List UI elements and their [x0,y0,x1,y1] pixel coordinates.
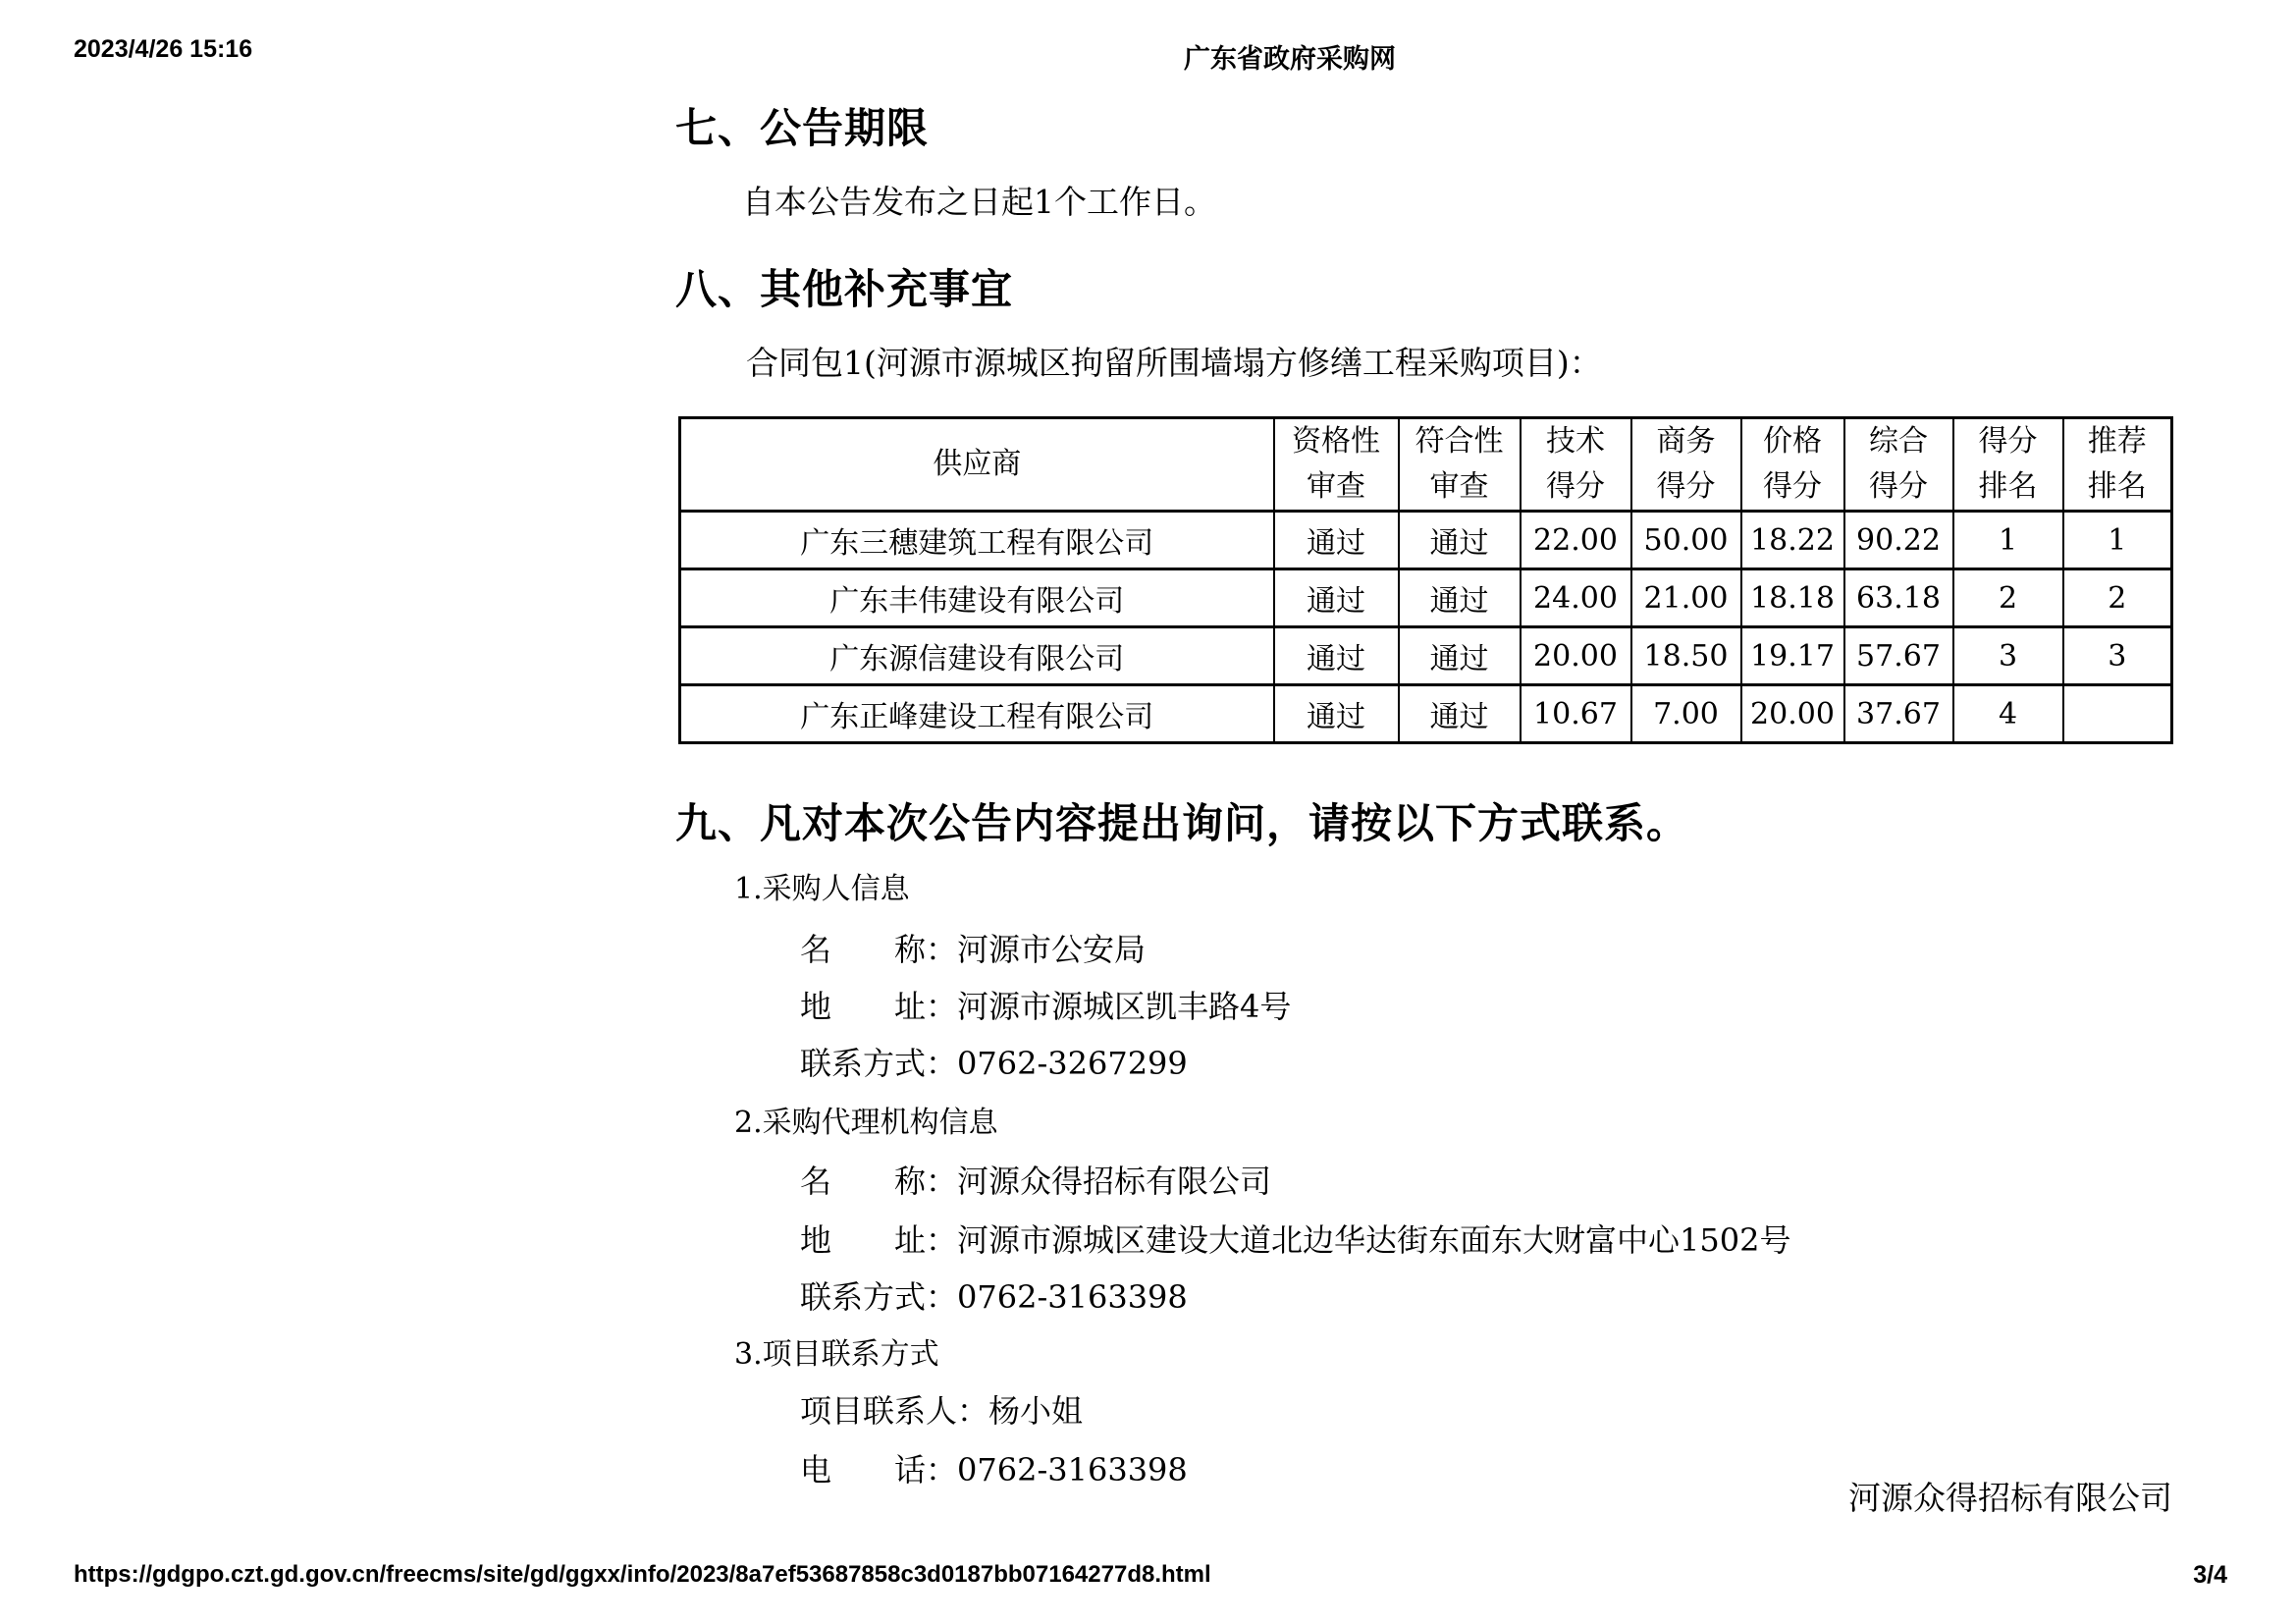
col-header-qualification-review: 资格性 审查 [1274,418,1399,512]
supplier-cell: 广东三穗建筑工程有限公司 [680,512,1274,569]
purchaser-phone-line: 联系方式：0762-3267299 [800,1045,1188,1082]
score-rank-cell: 4 [1953,685,2063,743]
project-contact-person-line: 项目联系人：杨小姐 [800,1392,1084,1430]
technical-score-cell: 22.00 [1521,512,1631,569]
print-footer-page-indicator: 3/4 [2193,1561,2227,1589]
technical-score-cell: 10.67 [1521,685,1631,743]
recommend-rank-cell: 1 [2063,512,2172,569]
price-score-cell: 18.22 [1741,512,1844,569]
conformity-cell: 通过 [1399,512,1521,569]
qualification-cell: 通过 [1274,685,1399,743]
composite-score-cell: 63.18 [1844,569,1953,627]
col-header-recommend-rank: 推荐 排名 [2063,418,2172,512]
qualification-cell: 通过 [1274,512,1399,569]
section-9-heading: 九、凡对本次公告内容提出询问，请按以下方式联系。 [675,799,1689,847]
business-score-cell: 7.00 [1631,685,1741,743]
supplier-cell: 广东正峰建设工程有限公司 [680,685,1274,743]
table-row [680,627,2172,685]
col-header-composite-score: 综合 得分 [1844,418,1953,512]
agency-signature: 河源众得招标有限公司 [1848,1479,2172,1517]
business-score-cell: 21.00 [1631,569,1741,627]
col-header-business-score: 商务 得分 [1631,418,1741,512]
col-header-supplier: 供应商 [680,418,1274,512]
print-footer-url: https://gdgpo.czt.gd.gov.cn/freecms/site/gd/ggxx/info/2023/8a7ef53687858c3d0187bb07164277d8.html [74,1561,1211,1588]
price-score-cell: 20.00 [1741,685,1844,743]
purchaser-name-line: 名 称：河源市公安局 [800,931,1147,968]
table-row [680,685,2172,743]
agency-name-line: 名 称：河源众得招标有限公司 [800,1163,1272,1200]
section-8-paragraph: 合同包1(河源市源城区拘留所围墙塌方修缮工程采购项目)： [746,344,1602,382]
table-row [680,512,2172,569]
print-header-timestamp: 2023/4/26 15:16 [74,35,253,63]
score-rank-cell: 3 [1953,627,2063,685]
evaluation-score-table-container [678,416,2173,744]
table-row [680,569,2172,627]
col-header-conformity-review: 符合性 审查 [1399,418,1521,512]
section-8-heading: 八、其他补充事宜 [675,265,1014,313]
section-7-paragraph: 自本公告发布之日起1个工作日。 [742,183,1216,221]
col-header-technical-score: 技术 得分 [1521,418,1631,512]
technical-score-cell: 20.00 [1521,627,1631,685]
conformity-cell: 通过 [1399,627,1521,685]
qualification-cell: 通过 [1274,627,1399,685]
conformity-cell: 通过 [1399,569,1521,627]
score-rank-cell: 1 [1953,512,2063,569]
table-header-row [680,418,2172,512]
col-header-price-score: 价格 得分 [1741,418,1844,512]
purchaser-info-title: 1.采购人信息 [734,872,910,906]
purchaser-address-line: 地 址：河源市源城区凯丰路4号 [800,988,1292,1025]
composite-score-cell: 90.22 [1844,512,1953,569]
recommend-rank-cell: 3 [2063,627,2172,685]
supplier-cell: 广东源信建设有限公司 [680,627,1274,685]
project-contact-title: 3.项目联系方式 [734,1337,939,1372]
composite-score-cell: 37.67 [1844,685,1953,743]
business-score-cell: 50.00 [1631,512,1741,569]
business-score-cell: 18.50 [1631,627,1741,685]
project-phone-line: 电 话：0762-3163398 [800,1451,1188,1489]
agency-phone-line: 联系方式：0762-3163398 [800,1278,1188,1316]
section-7-heading: 七、公告期限 [675,104,930,152]
technical-score-cell: 24.00 [1521,569,1631,627]
recommend-rank-cell: 2 [2063,569,2172,627]
composite-score-cell: 57.67 [1844,627,1953,685]
recommend-rank-cell [2063,685,2172,743]
conformity-cell: 通过 [1399,685,1521,743]
score-rank-cell: 2 [1953,569,2063,627]
evaluation-score-table [678,416,2173,744]
agency-info-title: 2.采购代理机构信息 [734,1106,998,1140]
supplier-cell: 广东丰伟建设有限公司 [680,569,1274,627]
print-header-site-title: 广东省政府采购网 [1184,44,1396,74]
agency-address-line: 地 址：河源市源城区建设大道北边华达街东面东大财富中心1502号 [800,1221,1791,1259]
col-header-score-rank: 得分 排名 [1953,418,2063,512]
qualification-cell: 通过 [1274,569,1399,627]
price-score-cell: 18.18 [1741,569,1844,627]
price-score-cell: 19.17 [1741,627,1844,685]
